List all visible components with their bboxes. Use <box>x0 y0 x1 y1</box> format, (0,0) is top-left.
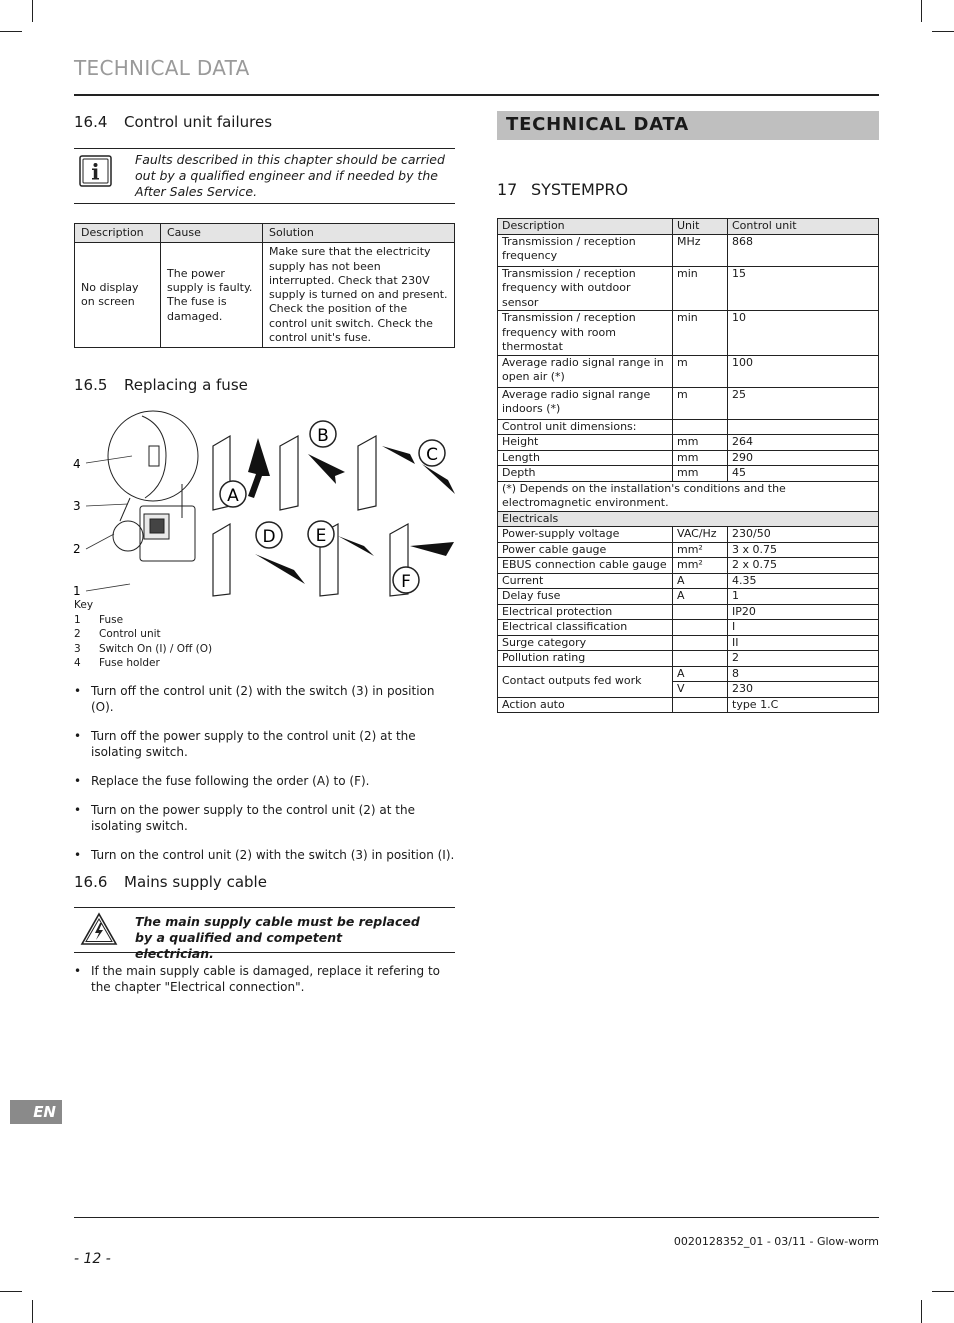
callout-3: 3 <box>73 499 81 513</box>
spec-footnote-row: (*) Depends on the installation's conditions and the electromagnetic environment. <box>498 481 879 511</box>
list-item: • Turn on the control unit (2) with the switch (3) in position (I). <box>74 847 455 863</box>
table-row: Average radio signal range indoors (*) m 25 <box>498 387 879 419</box>
cable-steps-list <box>74 963 455 1008</box>
info-note <box>74 148 455 204</box>
spec-table <box>497 218 879 713</box>
col-solution: Solution <box>263 224 455 243</box>
col-cause: Cause <box>161 224 263 243</box>
table-row: Pollution rating 2 <box>498 651 879 667</box>
language-tab: EN <box>10 1100 62 1124</box>
table-row: EBUS connection cable gauge mm² 2 x 0.75 <box>498 558 879 574</box>
warning-note-text: The main supply cable must be replaced by a qualified and competent electrician. <box>135 914 420 961</box>
fuse-steps-list <box>74 683 455 876</box>
callout-1: 1 <box>73 584 81 598</box>
spec-electricals-row: Electricals <box>498 511 879 527</box>
table-row <box>75 243 455 348</box>
list-item: • If the main supply cable is damaged, replace it refering to the chapter "Electrical connection". <box>74 963 455 995</box>
callout-4: 4 <box>73 457 81 471</box>
info-icon <box>79 155 112 187</box>
table-row: Surge category II <box>498 635 879 651</box>
warning-note <box>74 907 455 961</box>
step-letter-c: C <box>426 445 438 465</box>
table-row: Contact outputs fed work A 8 <box>498 666 879 682</box>
step-letter-f: F <box>401 572 411 592</box>
failure-cause: The power supply is faulty. The fuse is damaged. <box>161 243 263 348</box>
key-item: 2 Control unit <box>74 628 161 641</box>
list-item: • Turn off the power supply to the control unit (2) at the isolating switch. <box>74 728 455 760</box>
page-number: - 12 - <box>74 1251 111 1267</box>
table-row: Control unit dimensions: <box>498 419 879 435</box>
step-letter-d: D <box>262 527 276 547</box>
running-header: TECHNICAL DATA <box>74 56 250 80</box>
table-row: Electrical classification I <box>498 620 879 636</box>
list-item: • Turn on the power supply to the control unit (2) at the isolating switch. <box>74 802 455 834</box>
section-16-4-heading: 16.4 Control unit failures <box>74 113 273 131</box>
table-row: Height mm 264 <box>498 435 879 451</box>
technical-data-banner: TECHNICAL DATA <box>497 111 879 140</box>
section-17-heading: 17 SYSTEMPRO <box>497 180 629 199</box>
key-item: 4 Fuse holder <box>74 657 160 670</box>
table-row: Transmission / reception frequency with outdoor sensor min 15 <box>498 266 879 311</box>
failure-solution: Make sure that the electricity supply has not been interrupted. Check that 230V supply is turned on and present. Check the position of the control unit switch. Check the control unit's fuse. <box>263 243 455 348</box>
table-row: Delay fuse A 1 <box>498 589 879 605</box>
table-row: Transmission / reception frequency MHz 868 <box>498 234 879 266</box>
section-16-6-heading: 16.6 Mains supply cable <box>74 873 267 891</box>
failures-table <box>74 223 455 348</box>
table-row: Electrical protection IP20 <box>498 604 879 620</box>
electrical-hazard-icon <box>80 912 118 946</box>
table-row: Transmission / reception frequency with room thermostat min 10 <box>498 311 879 356</box>
section-16-5-heading: 16.5 Replacing a fuse <box>74 376 248 394</box>
callout-2: 2 <box>73 542 81 556</box>
list-item: • Turn off the control unit (2) with the switch (3) in position (O). <box>74 683 455 715</box>
step-letter-e: E <box>315 526 327 546</box>
failure-description: No display on screen <box>75 243 161 348</box>
info-note-text: Faults described in this chapter should be carried out by a qualified engineer and if needed by the After Sales Service. <box>135 152 445 199</box>
footer-rule <box>74 1217 879 1218</box>
spec-header-row: Description Unit Control unit <box>498 219 879 235</box>
figure-key <box>74 598 212 671</box>
col-description: Description <box>75 224 161 243</box>
key-item: 3 Switch On (I) / Off (O) <box>74 642 213 655</box>
table-row: Length mm 290 <box>498 450 879 466</box>
fuse-replacement-figure <box>70 406 460 598</box>
table-row: Action auto type 1.C <box>498 697 879 713</box>
header-rule <box>74 94 879 96</box>
step-letter-a: A <box>227 486 239 506</box>
key-title: Key <box>74 599 94 611</box>
table-row: Current A 4.35 <box>498 573 879 589</box>
document-reference: 0020128352_01 - 03/11 - Glow-worm <box>673 1235 879 1248</box>
list-item: • Replace the fuse following the order (A) to (F). <box>74 773 455 789</box>
table-row: Power cable gauge mm² 3 x 0.75 <box>498 542 879 558</box>
table-row: Average radio signal range in open air (*) m 100 <box>498 355 879 387</box>
table-row: Depth mm 45 <box>498 466 879 482</box>
step-letter-b: B <box>317 426 329 446</box>
table-row: V 230 <box>498 682 879 698</box>
key-item: 1 Fuse <box>74 613 124 626</box>
table-row: Power-supply voltage VAC/Hz 230/50 <box>498 527 879 543</box>
